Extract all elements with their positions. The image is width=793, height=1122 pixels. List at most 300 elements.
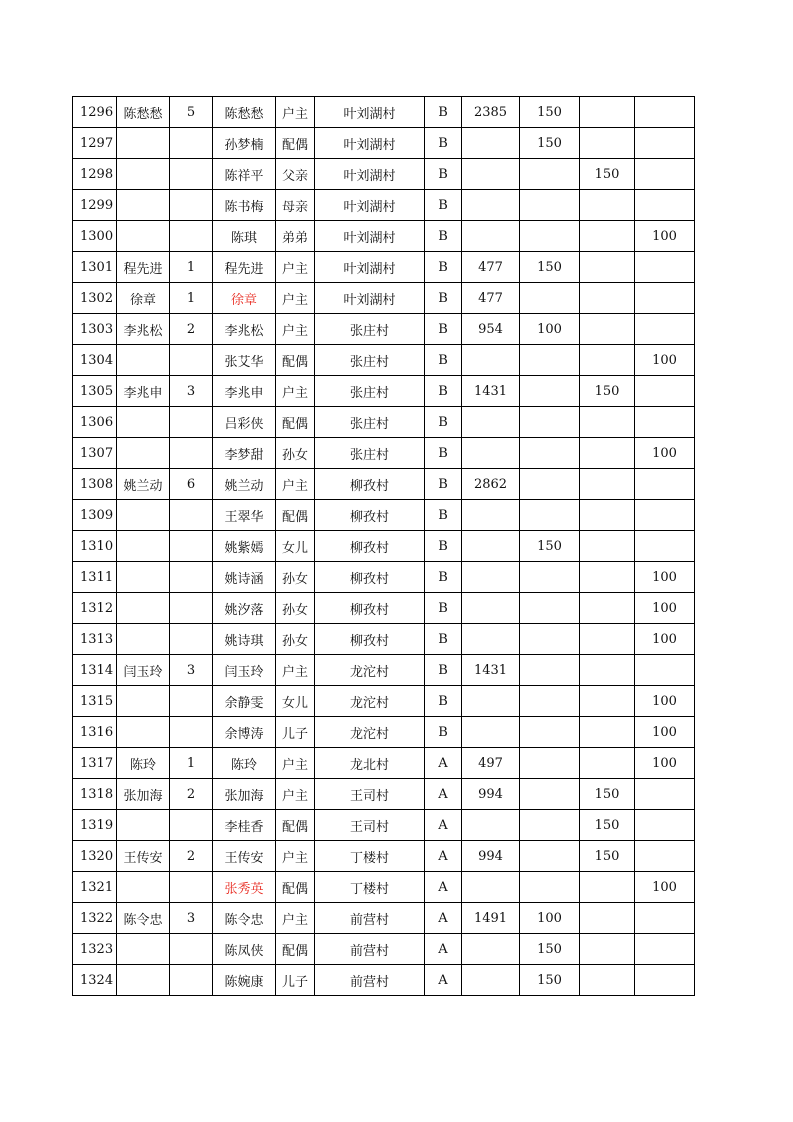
member-name: 王传安 bbox=[213, 841, 276, 872]
table-row bbox=[73, 655, 695, 686]
household-head bbox=[117, 934, 170, 965]
grade: A bbox=[425, 903, 462, 934]
amount: 477 bbox=[462, 252, 520, 283]
row-number: 1315 bbox=[73, 686, 117, 717]
subsidy-col-2 bbox=[580, 686, 635, 717]
relation: 配偶 bbox=[276, 810, 315, 841]
amount: 1431 bbox=[462, 655, 520, 686]
table-row bbox=[73, 531, 695, 562]
household-size bbox=[170, 562, 213, 593]
subsidy-col-1 bbox=[520, 779, 580, 810]
village: 龙沱村 bbox=[315, 686, 425, 717]
village: 王司村 bbox=[315, 779, 425, 810]
member-name: 张艾华 bbox=[213, 345, 276, 376]
table-row bbox=[73, 903, 695, 934]
household-size bbox=[170, 593, 213, 624]
household-head: 王传安 bbox=[117, 841, 170, 872]
subsidy-col-2 bbox=[580, 624, 635, 655]
amount bbox=[462, 965, 520, 996]
subsidy-col-3: 100 bbox=[635, 221, 695, 252]
relation: 孙女 bbox=[276, 624, 315, 655]
subsidy-col-3: 100 bbox=[635, 562, 695, 593]
household-size bbox=[170, 345, 213, 376]
member-name: 李兆松 bbox=[213, 314, 276, 345]
household-size bbox=[170, 965, 213, 996]
grade: A bbox=[425, 841, 462, 872]
table-row bbox=[73, 872, 695, 903]
grade: A bbox=[425, 748, 462, 779]
household-size bbox=[170, 686, 213, 717]
member-name: 姚兰动 bbox=[213, 469, 276, 500]
subsidy-col-2 bbox=[580, 97, 635, 128]
table-row bbox=[73, 128, 695, 159]
member-name: 张加海 bbox=[213, 779, 276, 810]
table-row bbox=[73, 965, 695, 996]
grade: B bbox=[425, 314, 462, 345]
table-row bbox=[73, 159, 695, 190]
grade: B bbox=[425, 469, 462, 500]
household-size bbox=[170, 624, 213, 655]
grade: B bbox=[425, 624, 462, 655]
subsidy-col-2 bbox=[580, 345, 635, 376]
amount: 1431 bbox=[462, 376, 520, 407]
household-size: 3 bbox=[170, 376, 213, 407]
row-number: 1298 bbox=[73, 159, 117, 190]
relation: 户主 bbox=[276, 469, 315, 500]
amount bbox=[462, 438, 520, 469]
subsidy-col-3: 100 bbox=[635, 624, 695, 655]
relation: 户主 bbox=[276, 779, 315, 810]
relation: 户主 bbox=[276, 376, 315, 407]
household-head: 李兆松 bbox=[117, 314, 170, 345]
subsidy-col-3: 100 bbox=[635, 438, 695, 469]
subsidy-col-2 bbox=[580, 531, 635, 562]
row-number: 1314 bbox=[73, 655, 117, 686]
amount: 477 bbox=[462, 283, 520, 314]
subsidy-col-2 bbox=[580, 252, 635, 283]
table-row bbox=[73, 407, 695, 438]
relation: 配偶 bbox=[276, 128, 315, 159]
relation: 配偶 bbox=[276, 934, 315, 965]
table-row bbox=[73, 221, 695, 252]
table-row bbox=[73, 438, 695, 469]
grade: B bbox=[425, 159, 462, 190]
household-size bbox=[170, 221, 213, 252]
village: 张庄村 bbox=[315, 407, 425, 438]
subsidy-col-3: 100 bbox=[635, 345, 695, 376]
amount bbox=[462, 159, 520, 190]
amount bbox=[462, 531, 520, 562]
household-head: 陈令忠 bbox=[117, 903, 170, 934]
member-name: 王翠华 bbox=[213, 500, 276, 531]
relation: 孙女 bbox=[276, 438, 315, 469]
subsidy-col-1: 150 bbox=[520, 934, 580, 965]
village: 叶刘湖村 bbox=[315, 97, 425, 128]
subsidy-col-3: 100 bbox=[635, 748, 695, 779]
amount: 954 bbox=[462, 314, 520, 345]
row-number: 1321 bbox=[73, 872, 117, 903]
relation: 户主 bbox=[276, 252, 315, 283]
subsidy-col-3 bbox=[635, 190, 695, 221]
subsidy-col-2 bbox=[580, 717, 635, 748]
subsidy-col-1 bbox=[520, 810, 580, 841]
table-row bbox=[73, 500, 695, 531]
subsidy-col-1 bbox=[520, 686, 580, 717]
amount bbox=[462, 624, 520, 655]
row-number: 1299 bbox=[73, 190, 117, 221]
household-size bbox=[170, 128, 213, 159]
subsidy-col-1 bbox=[520, 159, 580, 190]
village: 王司村 bbox=[315, 810, 425, 841]
table-row bbox=[73, 252, 695, 283]
member-name: 程先进 bbox=[213, 252, 276, 283]
subsidy-col-1 bbox=[520, 283, 580, 314]
row-number: 1300 bbox=[73, 221, 117, 252]
subsidy-col-2 bbox=[580, 221, 635, 252]
household-size: 2 bbox=[170, 314, 213, 345]
village: 前营村 bbox=[315, 965, 425, 996]
grade: A bbox=[425, 934, 462, 965]
row-number: 1297 bbox=[73, 128, 117, 159]
village: 叶刘湖村 bbox=[315, 128, 425, 159]
table-row bbox=[73, 748, 695, 779]
household-size: 2 bbox=[170, 841, 213, 872]
subsidy-col-3 bbox=[635, 97, 695, 128]
amount bbox=[462, 872, 520, 903]
member-name: 李兆申 bbox=[213, 376, 276, 407]
relation: 配偶 bbox=[276, 407, 315, 438]
household-size: 5 bbox=[170, 97, 213, 128]
subsidy-col-1 bbox=[520, 841, 580, 872]
relation: 户主 bbox=[276, 283, 315, 314]
village: 叶刘湖村 bbox=[315, 221, 425, 252]
village: 龙沱村 bbox=[315, 655, 425, 686]
household-size bbox=[170, 190, 213, 221]
member-name: 姚紫嫣 bbox=[213, 531, 276, 562]
subsidy-col-3 bbox=[635, 903, 695, 934]
grade: B bbox=[425, 283, 462, 314]
member-name: 张秀英 bbox=[213, 872, 276, 903]
subsidy-col-2 bbox=[580, 407, 635, 438]
member-name: 陈婉康 bbox=[213, 965, 276, 996]
subsidy-col-1 bbox=[520, 593, 580, 624]
subsidy-col-3 bbox=[635, 934, 695, 965]
row-number: 1316 bbox=[73, 717, 117, 748]
household-size: 3 bbox=[170, 655, 213, 686]
household-head bbox=[117, 686, 170, 717]
member-name: 陈凤侠 bbox=[213, 934, 276, 965]
amount: 497 bbox=[462, 748, 520, 779]
amount: 1491 bbox=[462, 903, 520, 934]
subsidy-col-1: 150 bbox=[520, 965, 580, 996]
household-size: 1 bbox=[170, 252, 213, 283]
village: 柳孜村 bbox=[315, 593, 425, 624]
grade: B bbox=[425, 376, 462, 407]
subsidy-col-1: 150 bbox=[520, 531, 580, 562]
grade: A bbox=[425, 779, 462, 810]
relation: 儿子 bbox=[276, 965, 315, 996]
row-number: 1305 bbox=[73, 376, 117, 407]
grade: B bbox=[425, 252, 462, 283]
relation: 孙女 bbox=[276, 593, 315, 624]
amount bbox=[462, 593, 520, 624]
subsidy-col-2 bbox=[580, 748, 635, 779]
table-row bbox=[73, 190, 695, 221]
grade: B bbox=[425, 97, 462, 128]
household-size: 1 bbox=[170, 283, 213, 314]
relation: 孙女 bbox=[276, 562, 315, 593]
row-number: 1312 bbox=[73, 593, 117, 624]
household-size bbox=[170, 717, 213, 748]
village: 柳孜村 bbox=[315, 531, 425, 562]
amount bbox=[462, 128, 520, 159]
member-name: 陈愁愁 bbox=[213, 97, 276, 128]
subsidy-col-3 bbox=[635, 376, 695, 407]
amount: 994 bbox=[462, 841, 520, 872]
relation: 弟弟 bbox=[276, 221, 315, 252]
row-number: 1317 bbox=[73, 748, 117, 779]
subsidy-col-2: 150 bbox=[580, 159, 635, 190]
member-name: 徐章 bbox=[213, 283, 276, 314]
household-head bbox=[117, 624, 170, 655]
household-head bbox=[117, 593, 170, 624]
row-number: 1319 bbox=[73, 810, 117, 841]
household-size bbox=[170, 407, 213, 438]
table-row bbox=[73, 469, 695, 500]
subsidy-col-2 bbox=[580, 903, 635, 934]
subsidy-col-2 bbox=[580, 500, 635, 531]
village: 叶刘湖村 bbox=[315, 190, 425, 221]
row-number: 1309 bbox=[73, 500, 117, 531]
household-head: 陈愁愁 bbox=[117, 97, 170, 128]
village: 叶刘湖村 bbox=[315, 252, 425, 283]
grade: A bbox=[425, 810, 462, 841]
relation: 户主 bbox=[276, 841, 315, 872]
grade: B bbox=[425, 531, 462, 562]
roster-body bbox=[73, 97, 695, 996]
subsidy-col-2: 150 bbox=[580, 810, 635, 841]
grade: B bbox=[425, 655, 462, 686]
household-head bbox=[117, 221, 170, 252]
row-number: 1320 bbox=[73, 841, 117, 872]
amount: 2862 bbox=[462, 469, 520, 500]
member-name: 余博涛 bbox=[213, 717, 276, 748]
household-head bbox=[117, 190, 170, 221]
household-head bbox=[117, 965, 170, 996]
grade: B bbox=[425, 593, 462, 624]
subsidy-col-3: 100 bbox=[635, 717, 695, 748]
member-name: 姚汐落 bbox=[213, 593, 276, 624]
row-number: 1306 bbox=[73, 407, 117, 438]
table-row bbox=[73, 934, 695, 965]
amount: 2385 bbox=[462, 97, 520, 128]
subsidy-col-3: 100 bbox=[635, 872, 695, 903]
household-head bbox=[117, 438, 170, 469]
subsidy-col-2 bbox=[580, 965, 635, 996]
member-name: 陈玲 bbox=[213, 748, 276, 779]
table-row bbox=[73, 562, 695, 593]
member-name: 陈琪 bbox=[213, 221, 276, 252]
table-row bbox=[73, 593, 695, 624]
member-name: 李桂香 bbox=[213, 810, 276, 841]
grade: B bbox=[425, 562, 462, 593]
village: 叶刘湖村 bbox=[315, 159, 425, 190]
roster-table bbox=[72, 96, 695, 996]
table-row bbox=[73, 810, 695, 841]
row-number: 1313 bbox=[73, 624, 117, 655]
subsidy-col-1: 100 bbox=[520, 903, 580, 934]
subsidy-col-3 bbox=[635, 810, 695, 841]
grade: B bbox=[425, 128, 462, 159]
grade: B bbox=[425, 686, 462, 717]
village: 龙北村 bbox=[315, 748, 425, 779]
table-row bbox=[73, 97, 695, 128]
subsidy-col-3 bbox=[635, 252, 695, 283]
table-row bbox=[73, 624, 695, 655]
grade: B bbox=[425, 345, 462, 376]
subsidy-col-1 bbox=[520, 345, 580, 376]
subsidy-col-1: 100 bbox=[520, 314, 580, 345]
household-head: 李兆申 bbox=[117, 376, 170, 407]
subsidy-col-2 bbox=[580, 128, 635, 159]
table-row bbox=[73, 376, 695, 407]
household-head bbox=[117, 717, 170, 748]
village: 张庄村 bbox=[315, 345, 425, 376]
household-head bbox=[117, 500, 170, 531]
amount bbox=[462, 686, 520, 717]
village: 柳孜村 bbox=[315, 624, 425, 655]
household-size bbox=[170, 531, 213, 562]
grade: B bbox=[425, 407, 462, 438]
household-head: 陈玲 bbox=[117, 748, 170, 779]
relation: 儿子 bbox=[276, 717, 315, 748]
household-size: 3 bbox=[170, 903, 213, 934]
relation: 父亲 bbox=[276, 159, 315, 190]
subsidy-col-2 bbox=[580, 283, 635, 314]
member-name: 余静雯 bbox=[213, 686, 276, 717]
household-size bbox=[170, 438, 213, 469]
subsidy-col-2 bbox=[580, 593, 635, 624]
subsidy-col-3 bbox=[635, 500, 695, 531]
subsidy-col-3 bbox=[635, 655, 695, 686]
subsidy-col-1 bbox=[520, 438, 580, 469]
row-number: 1318 bbox=[73, 779, 117, 810]
village: 叶刘湖村 bbox=[315, 283, 425, 314]
member-name: 李梦甜 bbox=[213, 438, 276, 469]
relation: 户主 bbox=[276, 97, 315, 128]
subsidy-col-1 bbox=[520, 221, 580, 252]
household-head: 姚兰动 bbox=[117, 469, 170, 500]
member-name: 闫玉玲 bbox=[213, 655, 276, 686]
subsidy-col-3: 100 bbox=[635, 686, 695, 717]
village: 张庄村 bbox=[315, 314, 425, 345]
subsidy-col-1 bbox=[520, 872, 580, 903]
amount bbox=[462, 500, 520, 531]
subsidy-col-1: 150 bbox=[520, 128, 580, 159]
row-number: 1308 bbox=[73, 469, 117, 500]
row-number: 1324 bbox=[73, 965, 117, 996]
household-size: 6 bbox=[170, 469, 213, 500]
subsidy-col-3 bbox=[635, 159, 695, 190]
subsidy-col-3 bbox=[635, 469, 695, 500]
subsidy-col-1 bbox=[520, 624, 580, 655]
table-row bbox=[73, 686, 695, 717]
grade: B bbox=[425, 221, 462, 252]
row-number: 1301 bbox=[73, 252, 117, 283]
subsidy-col-2: 150 bbox=[580, 841, 635, 872]
household-size: 1 bbox=[170, 748, 213, 779]
household-head bbox=[117, 810, 170, 841]
amount bbox=[462, 810, 520, 841]
grade: B bbox=[425, 500, 462, 531]
subsidy-col-2: 150 bbox=[580, 376, 635, 407]
subsidy-col-1 bbox=[520, 717, 580, 748]
subsidy-col-3 bbox=[635, 779, 695, 810]
subsidy-col-1: 150 bbox=[520, 252, 580, 283]
household-size: 2 bbox=[170, 779, 213, 810]
subsidy-col-3 bbox=[635, 531, 695, 562]
village: 丁楼村 bbox=[315, 841, 425, 872]
member-name: 孙梦楠 bbox=[213, 128, 276, 159]
subsidy-col-3 bbox=[635, 407, 695, 438]
row-number: 1311 bbox=[73, 562, 117, 593]
member-name: 姚诗琪 bbox=[213, 624, 276, 655]
subsidy-col-3 bbox=[635, 841, 695, 872]
subsidy-col-3 bbox=[635, 128, 695, 159]
village: 张庄村 bbox=[315, 438, 425, 469]
table-row bbox=[73, 314, 695, 345]
household-head bbox=[117, 159, 170, 190]
row-number: 1296 bbox=[73, 97, 117, 128]
household-head bbox=[117, 407, 170, 438]
amount bbox=[462, 717, 520, 748]
member-name: 陈令忠 bbox=[213, 903, 276, 934]
grade: B bbox=[425, 190, 462, 221]
village: 前营村 bbox=[315, 934, 425, 965]
village: 丁楼村 bbox=[315, 872, 425, 903]
row-number: 1307 bbox=[73, 438, 117, 469]
household-head bbox=[117, 562, 170, 593]
relation: 配偶 bbox=[276, 345, 315, 376]
subsidy-col-3 bbox=[635, 283, 695, 314]
table-row bbox=[73, 345, 695, 376]
village: 龙沱村 bbox=[315, 717, 425, 748]
table-row bbox=[73, 841, 695, 872]
subsidy-col-3: 100 bbox=[635, 593, 695, 624]
row-number: 1322 bbox=[73, 903, 117, 934]
subsidy-col-2 bbox=[580, 934, 635, 965]
member-name: 陈祥平 bbox=[213, 159, 276, 190]
grade: B bbox=[425, 717, 462, 748]
amount bbox=[462, 221, 520, 252]
village: 柳孜村 bbox=[315, 469, 425, 500]
subsidy-col-1 bbox=[520, 407, 580, 438]
row-number: 1310 bbox=[73, 531, 117, 562]
household-head bbox=[117, 128, 170, 159]
row-number: 1302 bbox=[73, 283, 117, 314]
subsidy-col-2 bbox=[580, 190, 635, 221]
subsidy-col-2 bbox=[580, 562, 635, 593]
relation: 户主 bbox=[276, 655, 315, 686]
member-name: 陈书梅 bbox=[213, 190, 276, 221]
relation: 母亲 bbox=[276, 190, 315, 221]
subsidy-col-2 bbox=[580, 438, 635, 469]
village: 张庄村 bbox=[315, 376, 425, 407]
grade: A bbox=[425, 872, 462, 903]
household-size bbox=[170, 872, 213, 903]
subsidy-col-2: 150 bbox=[580, 779, 635, 810]
member-name: 姚诗涵 bbox=[213, 562, 276, 593]
